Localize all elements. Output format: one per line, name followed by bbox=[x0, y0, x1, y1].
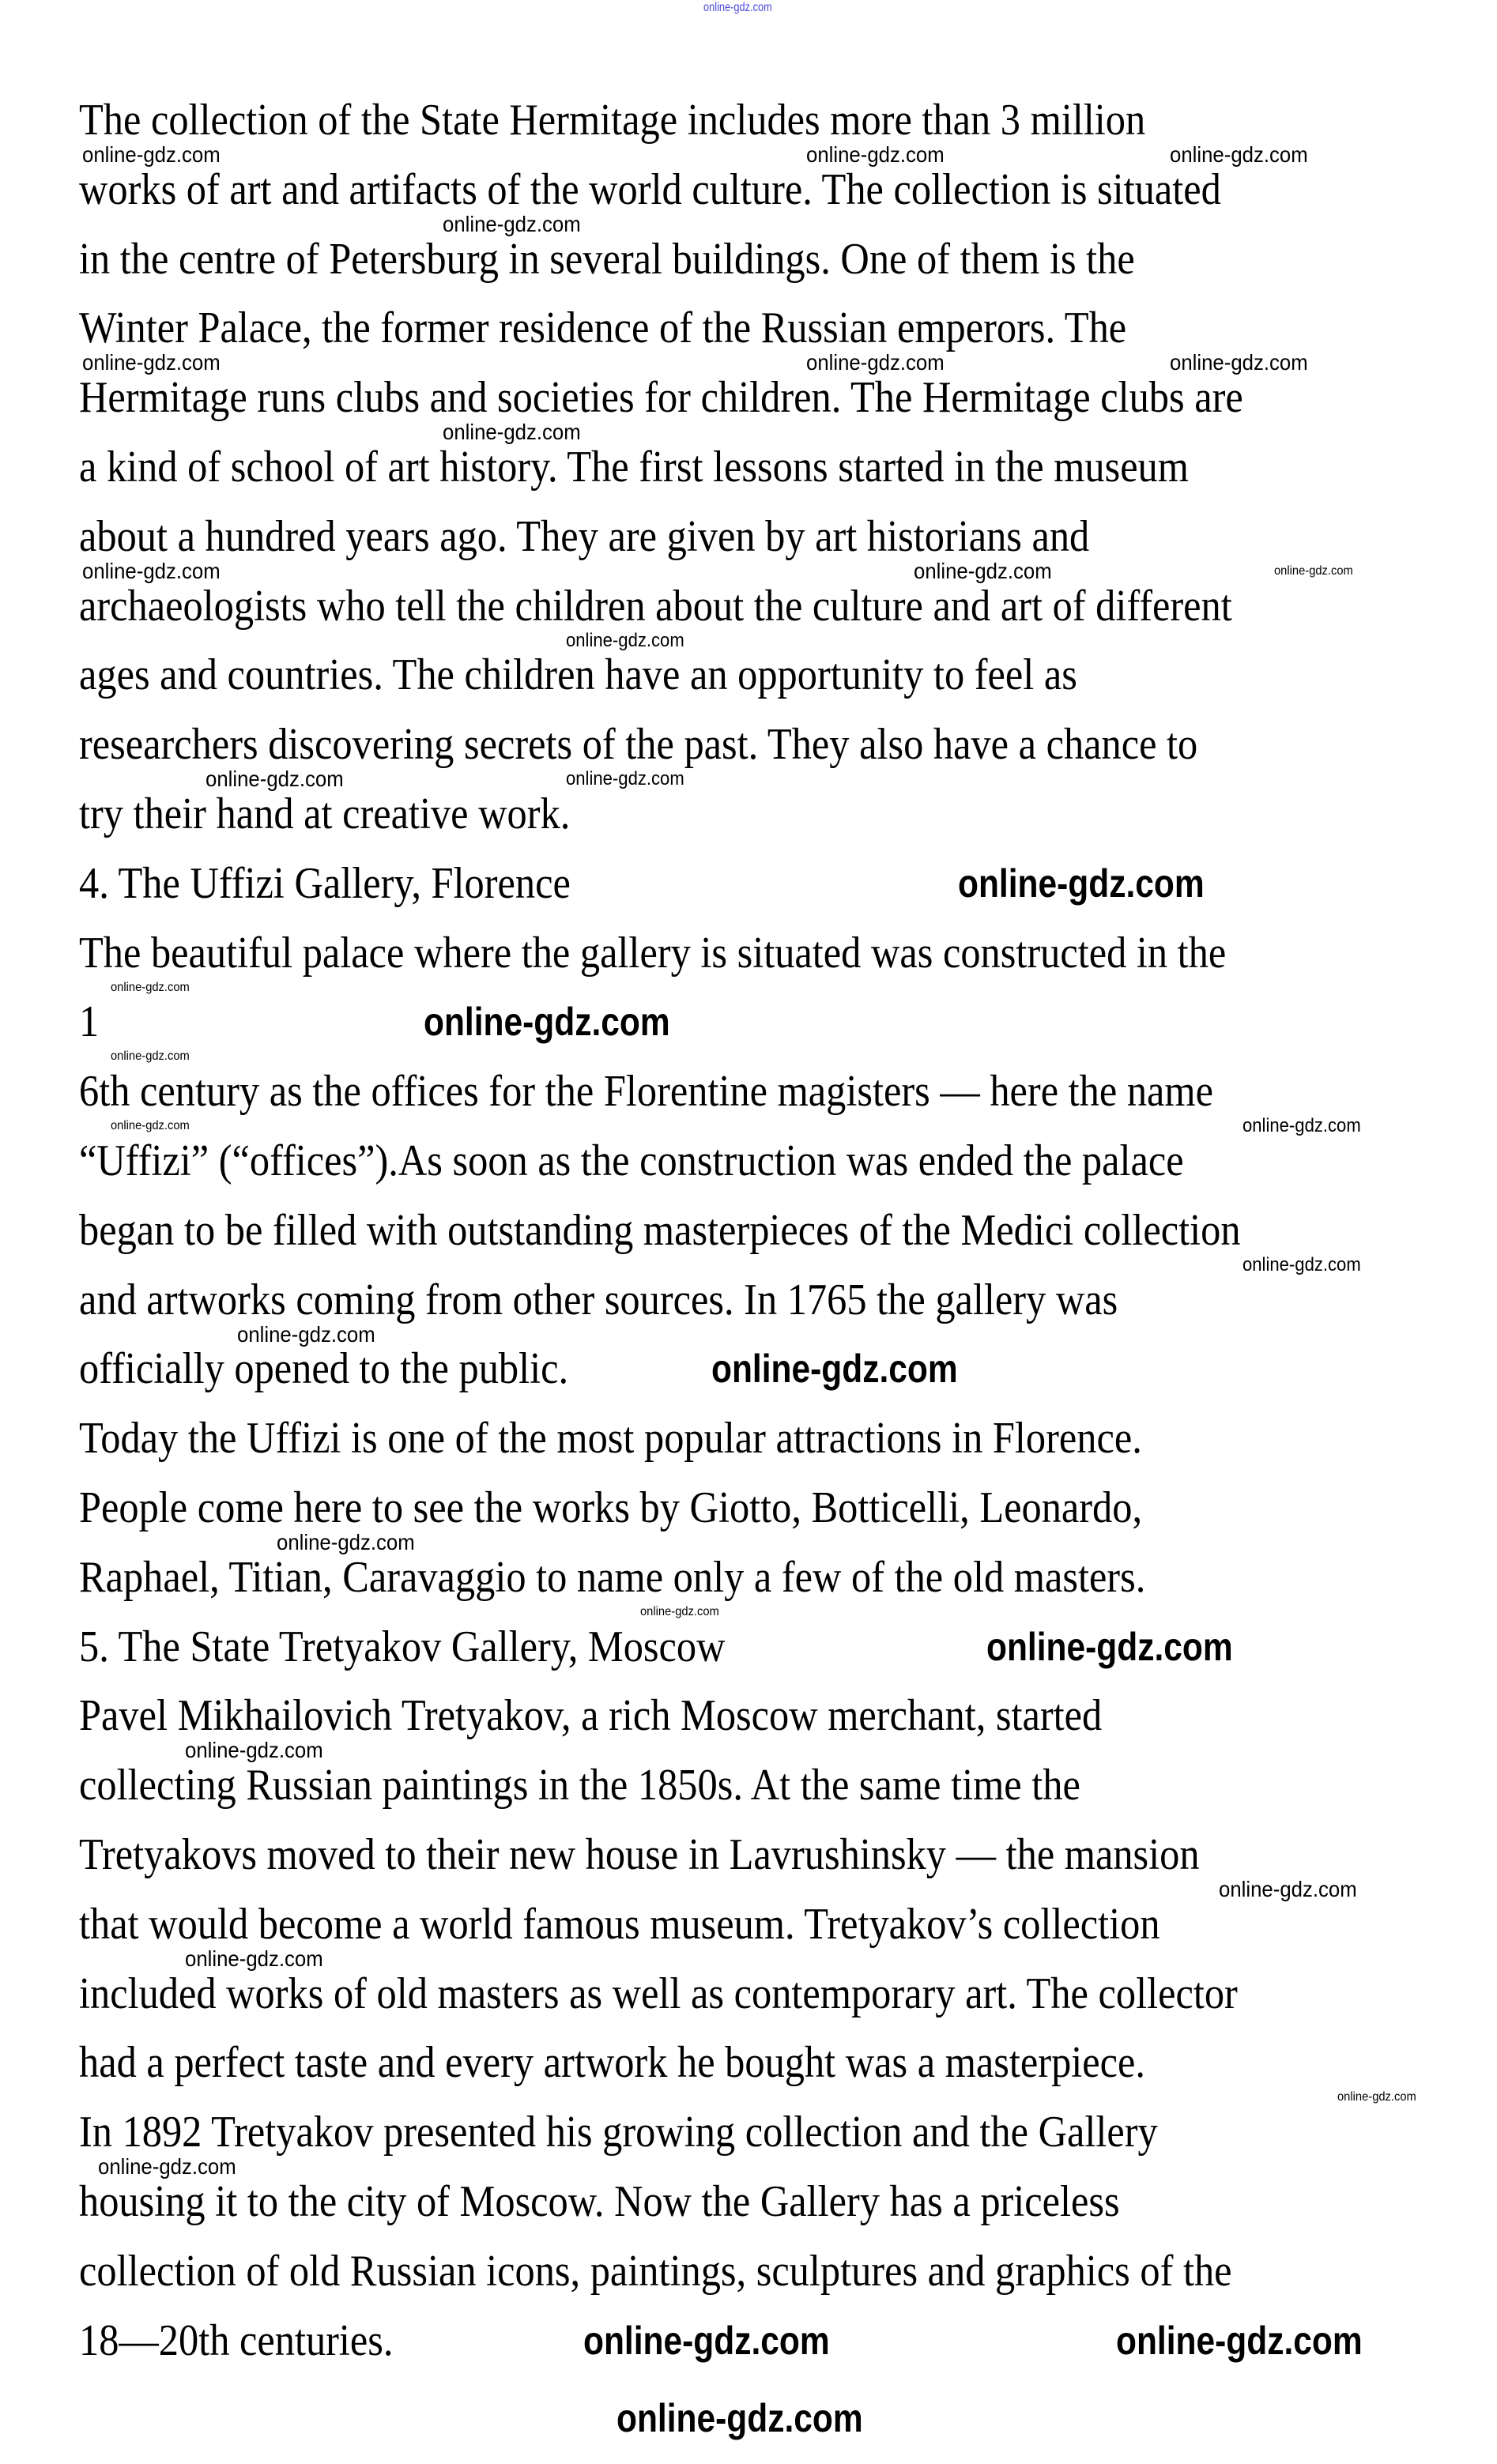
watermark: online-gdz.com bbox=[98, 2154, 236, 2180]
watermark: online-gdz.com bbox=[111, 980, 190, 994]
text-line: Winter Palace, the former residence of the Russian emperors. The bbox=[79, 303, 1127, 353]
watermark: online-gdz.com bbox=[424, 1000, 670, 1045]
watermark: online-gdz.com bbox=[914, 558, 1052, 583]
text-line: try their hand at creative work. bbox=[79, 789, 571, 838]
text-line: Hermitage runs clubs and societies for children. The Hermitage clubs are bbox=[79, 373, 1243, 423]
watermark: online-gdz.com bbox=[185, 1738, 323, 1763]
text-line: 5. The State Tretyakov Gallery, Moscow bbox=[79, 1622, 726, 1671]
text-line: housing it to the city of Moscow. Now the Gallery has a priceless bbox=[79, 2177, 1120, 2226]
watermark: online-gdz.com bbox=[958, 861, 1205, 906]
watermark: online-gdz.com bbox=[1170, 350, 1308, 375]
text-line: a kind of school of art history. The first lessons started in the museum bbox=[79, 443, 1189, 492]
watermark: online-gdz.com bbox=[1170, 141, 1308, 167]
text-line: Tretyakovs moved to their new house in Lavrushinsky — the mansion bbox=[79, 1830, 1200, 1879]
text-line: 6th century as the offices for the Florentine magisters — here the name bbox=[79, 1067, 1214, 1117]
text-line: 18—20th centuries. bbox=[79, 2315, 394, 2365]
text-line: Raphael, Titian, Caravaggio to name only a few of the old masters. bbox=[79, 1552, 1146, 1602]
watermark: online-gdz.com bbox=[566, 629, 684, 651]
watermark: online-gdz.com bbox=[1274, 563, 1353, 578]
watermark: online-gdz.com bbox=[566, 768, 684, 790]
watermark: online-gdz.com bbox=[237, 1321, 375, 1347]
text-line: included works of old masters as well as contemporary art. The collector bbox=[79, 1969, 1238, 2018]
text-line: about a hundred years ago. They are given by art historians and bbox=[79, 511, 1090, 561]
watermark: online-gdz.com bbox=[82, 350, 221, 375]
watermark: online-gdz.com bbox=[1242, 1253, 1361, 1275]
watermark: online-gdz.com bbox=[111, 1119, 190, 1133]
watermark: online-gdz.com bbox=[82, 141, 221, 167]
watermark: online-gdz.com bbox=[1337, 2090, 1416, 2104]
text-line: researchers discovering secrets of the past. They also have a chance to bbox=[79, 720, 1198, 770]
watermark: online-gdz.com bbox=[640, 1604, 719, 1618]
text-line: 1 bbox=[79, 997, 100, 1047]
text-line: In 1892 Tretyakov presented his growing collection and the Gallery bbox=[79, 2108, 1158, 2157]
watermark: online-gdz.com bbox=[711, 1347, 958, 1392]
text-line: archaeologists who tell the children about the culture and art of different bbox=[79, 581, 1232, 631]
watermark: online-gdz.com bbox=[111, 1049, 190, 1064]
text-line: The collection of the State Hermitage includes more than 3 million bbox=[79, 96, 1146, 145]
watermark: online-gdz.com bbox=[277, 1529, 415, 1554]
text-line: that would become a world famous museum. Tretyakov’s collection bbox=[79, 1899, 1160, 1949]
text-line: People come here to see the works by Giotto, Botticelli, Leonardo, bbox=[79, 1483, 1143, 1532]
watermark: online-gdz.com bbox=[806, 350, 945, 375]
text-line: had a perfect taste and every artwork he bought was a masterpiece. bbox=[79, 2038, 1145, 2088]
watermark: online-gdz.com bbox=[185, 1946, 323, 1971]
header-watermark: online-gdz.com bbox=[703, 1, 772, 14]
watermark: online-gdz.com bbox=[82, 558, 221, 583]
text-line: and artworks coming from other sources. In 1765 the gallery was bbox=[79, 1275, 1118, 1324]
watermark: online-gdz.com bbox=[986, 1624, 1233, 1669]
watermark: online-gdz.com bbox=[583, 2318, 830, 2363]
text-line: 4. The Uffizi Gallery, Florence bbox=[79, 858, 571, 908]
watermark: online-gdz.com bbox=[617, 2396, 863, 2440]
text-line: officially opened to the public. bbox=[79, 1344, 569, 1394]
text-line: collection of old Russian icons, paintings, sculptures and graphics of the bbox=[79, 2246, 1232, 2296]
watermark: online-gdz.com bbox=[806, 141, 945, 167]
text-line: ages and countries. The children have an opportunity to feel as bbox=[79, 650, 1077, 700]
text-line: “Uffizi” (“offices”).As soon as the construction was ended the palace bbox=[79, 1136, 1184, 1185]
text-line: Pavel Mikhailovich Tretyakov, a rich Moscow merchant, started bbox=[79, 1691, 1103, 1741]
text-line: The beautiful palace where the gallery is situated was constructed in the bbox=[79, 928, 1227, 978]
text-line: collecting Russian paintings in the 1850s. At the same time the bbox=[79, 1761, 1080, 1810]
watermark: online-gdz.com bbox=[1219, 1876, 1357, 1901]
watermark: online-gdz.com bbox=[443, 211, 581, 236]
text-line: Today the Uffizi is one of the most popular attractions in Florence. bbox=[79, 1414, 1142, 1464]
text-line: in the centre of Petersburg in several buildings. One of them is the bbox=[79, 234, 1135, 284]
text-line: works of art and artifacts of the world culture. The collection is situated bbox=[79, 164, 1221, 214]
watermark: online-gdz.com bbox=[206, 767, 344, 792]
watermark: online-gdz.com bbox=[443, 420, 581, 445]
watermark: online-gdz.com bbox=[1242, 1115, 1361, 1137]
watermark: online-gdz.com bbox=[1116, 2318, 1363, 2363]
text-line: began to be filled with outstanding masterpieces of the Medici collection bbox=[79, 1205, 1241, 1255]
